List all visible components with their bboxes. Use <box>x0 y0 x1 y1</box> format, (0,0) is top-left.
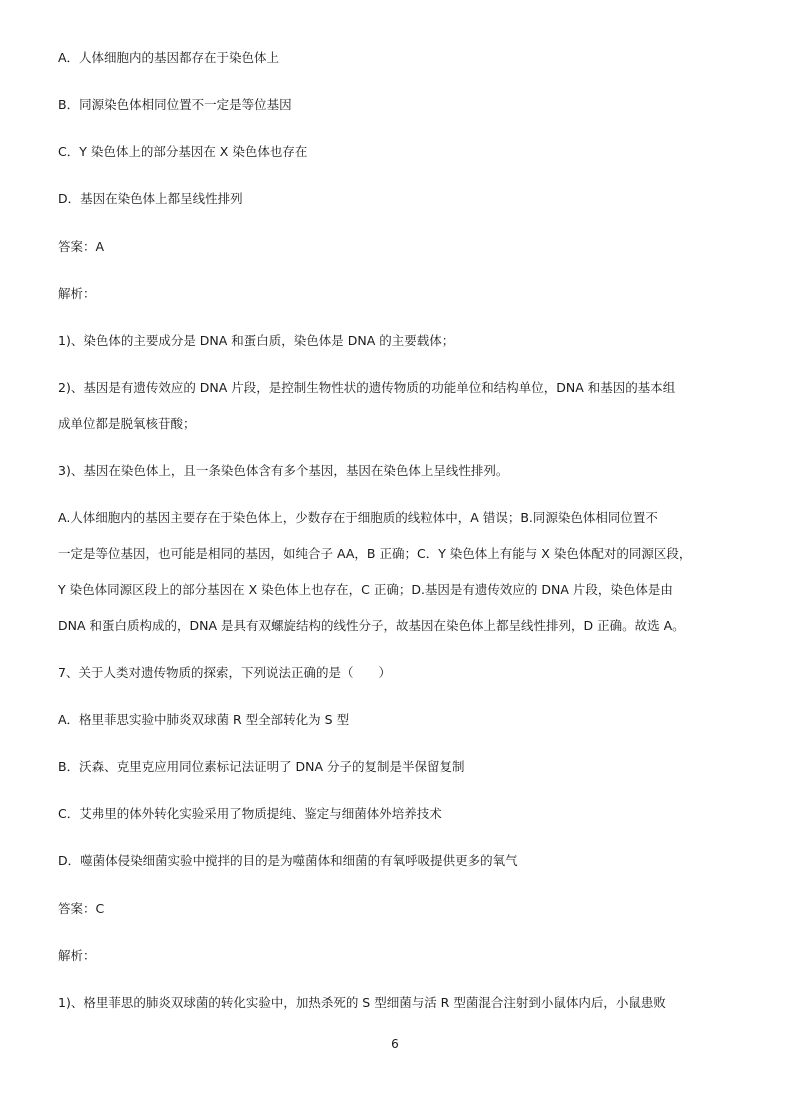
q6-analysis-line: 3)、基因在染色体上，且一条染色体含有多个基因，基因在染色体上呈线性排列。 <box>58 463 509 478</box>
q6-analysis-line: 2)、基因是有遗传效应的 DNA 片段，是控制生物性状的遗传物质的功能单位和结构单位，DNA 和基因的基本组 <box>58 380 676 395</box>
q7-answer: 答案：C <box>58 901 105 916</box>
q7-analysis-line: 1)、格里菲思的肺炎双球菌的转化实验中，加热杀死的 S 型细菌与活 R 型菌混合注射到小鼠体内后，小鼠患败 <box>58 995 666 1010</box>
q6-analysis-line: 1)、染色体的主要成分是 DNA 和蛋白质，染色体是 DNA 的主要载体； <box>58 333 455 348</box>
page-number: 6 <box>391 1037 399 1051</box>
q6-analysis-line: Y 染色体同源区段上的部分基因在 X 染色体上也存在，C 正确；D.基因是有遗传效应的 DNA 片段，染色体是由 <box>58 582 673 597</box>
q6-option-d: D．基因在染色体上都呈线性排列 <box>58 191 243 206</box>
q6-option-c: C．Y 染色体上的部分基因在 X 染色体也存在 <box>58 144 308 159</box>
q6-analysis-line: DNA 和蛋白质构成的，DNA 是具有双螺旋结构的线性分子，故基因在染色体上都呈线性排列，D 正确。故选 A。 <box>58 618 685 633</box>
q7-option-d: D．噬菌体侵染细菌实验中搅拌的目的是为噬菌体和细菌的有氧呼吸提供更多的氧气 <box>58 853 518 868</box>
q6-answer: 答案：A <box>58 239 105 254</box>
q7-analysis-label: 解析： <box>58 948 96 963</box>
q6-option-a: A．人体细胞内的基因都存在于染色体上 <box>58 50 280 65</box>
q7-question: 7、关于人类对遗传物质的探索，下列说法正确的是（ ） <box>58 665 391 680</box>
q7-option-c: C．艾弗里的体外转化实验采用了物质提纯、鉴定与细菌体外培养技术 <box>58 806 442 821</box>
q7-option-a: A．格里菲思实验中肺炎双球菌 R 型全部转化为 S 型 <box>58 712 350 727</box>
q6-analysis-label: 解析： <box>58 286 96 301</box>
q6-analysis-line: 成单位都是脱氧核苷酸； <box>58 416 196 431</box>
q7-option-b: B．沃森、克里克应用同位素标记法证明了 DNA 分子的复制是半保留复制 <box>58 759 465 774</box>
q6-analysis-line: 一定是等位基因，也可能是相同的基因，如纯合子 AA，B 正确；C．Y 染色体上有能与 X 染色体配对的同源区段， <box>58 546 692 561</box>
q6-analysis-line: A.人体细胞内的基因主要存在于染色体上，少数存在于细胞质的线粒体中，A 错误；B.同源染色体相同位置不 <box>58 510 658 525</box>
q6-option-b: B．同源染色体相同位置不一定是等位基因 <box>58 97 292 112</box>
